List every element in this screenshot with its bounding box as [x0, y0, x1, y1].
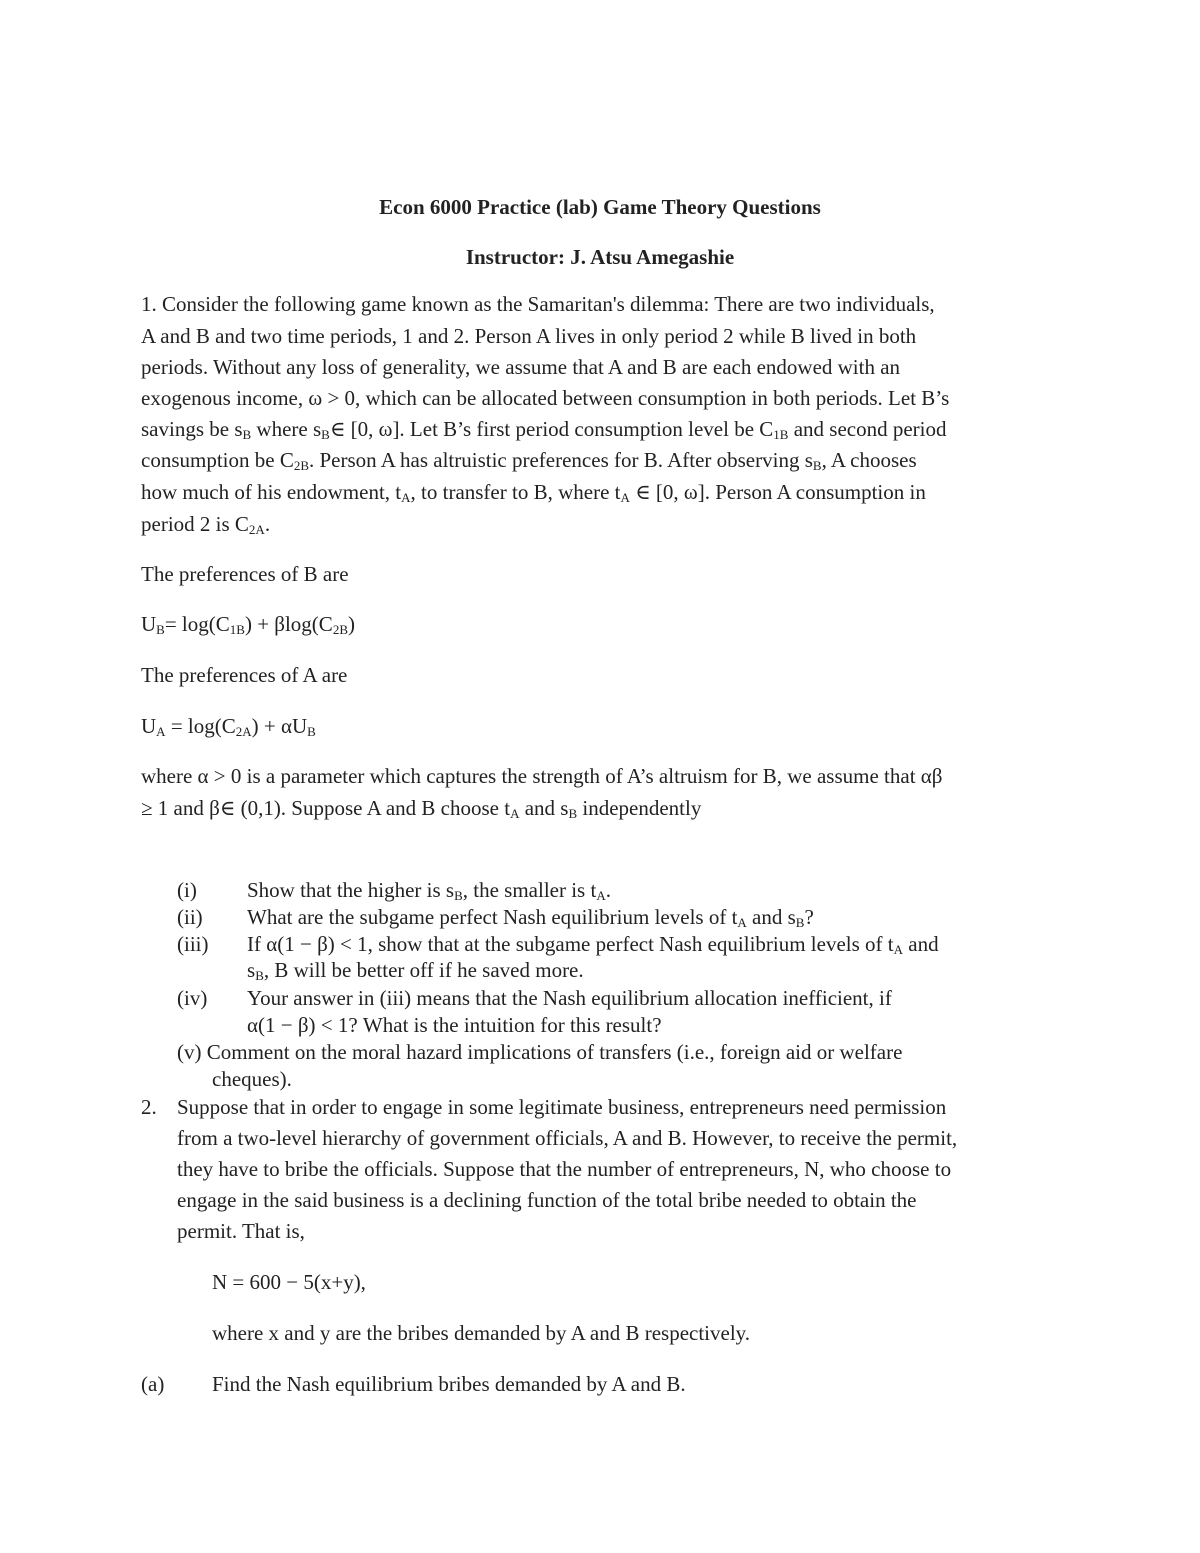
- utility-a-equation: $U_A = \log(C_{2A}) + \alpha U_B$: [141, 714, 316, 739]
- preferences-a-label: The preferences of A are: [141, 663, 348, 687]
- assumption-line-1: where α > 0 is a parameter which captures the strength of A’s altruism for B, we assume that αβ: [141, 764, 943, 788]
- part-v-text-line-1: (v) Comment on the moral hazard implications of transfers (i.e., foreign aid or welfare: [177, 1040, 903, 1064]
- part-ii-text: What are the subgame perfect Nash equilibrium levels of $t_A$ and $s_B$?: [247, 905, 814, 930]
- q2-line-2: from a two-level hierarchy of government officials, A and B. However, to receive the permit,: [177, 1126, 958, 1150]
- q1-line-4: exogenous income, ω > 0, which can be allocated between consumption in both periods. Let B’s: [141, 386, 950, 410]
- part-iv-label: (iv): [177, 986, 208, 1010]
- preferences-b-label: The preferences of B are: [141, 562, 349, 586]
- q1-line-3: periods. Without any loss of generality, we assume that A and B are each endowed with an: [141, 355, 901, 379]
- part-iv-text-line-1: Your answer in (iii) means that the Nash equilibrium allocation inefficient, if: [247, 986, 892, 1010]
- q2-part-a-label: (a): [141, 1372, 165, 1396]
- part-ii-label: (ii): [177, 905, 203, 929]
- part-iv-text-line-2: α(1 − β) < 1? What is the intuition for this result?: [247, 1013, 662, 1037]
- q1-line-5: savings be $s_B$ where $s_B\in$ [0, ω]. Let B’s first period consumption level be $C_{1B}$ and second period: [141, 417, 947, 442]
- assumption-line-2: ≥ 1 and β∈ (0,1). Suppose A and B choose $t_A$ and $s_B$ independently: [141, 796, 702, 821]
- q2-line-1: Suppose that in order to engage in some legitimate business, entrepreneurs need permission: [177, 1095, 947, 1119]
- q2-line-4: engage in the said business is a declining function of the total bribe needed to obtain the: [177, 1188, 917, 1212]
- part-iii-text-line-2: $s_B$, B will be better off if he saved more.: [247, 958, 584, 983]
- document-title: Econ 6000 Practice (lab) Game Theory Questions: [379, 195, 821, 219]
- part-iii-label: (iii): [177, 932, 209, 956]
- q2-line-5: permit. That is,: [177, 1219, 305, 1243]
- q2-equation: N = 600 − 5(x+y),: [212, 1270, 366, 1294]
- q2-line-3: they have to bribe the officials. Suppose that the number of entrepreneurs, N, who choose to: [177, 1157, 952, 1181]
- part-iii-text-line-1: If α(1 − β) < 1, show that at the subgame perfect Nash equilibrium levels of $t_A$ and: [247, 932, 939, 957]
- q2-where-line: where x and y are the bribes demanded by A and B respectively.: [212, 1321, 751, 1345]
- part-i-label: (i): [177, 878, 197, 902]
- q1-line-7: how much of his endowment, $t_A$, to transfer to B, where $t_A$ ∈ [0, ω]. Person A consumption in: [141, 480, 926, 505]
- part-v-text-line-2: cheques).: [212, 1067, 292, 1091]
- q1-line-6: consumption be $C_{2B}$. Person A has altruistic preferences for B. After observing $s_B$, A chooses: [141, 448, 917, 473]
- utility-b-equation: $U_B= \log(C_{1B}) + \beta\log(C_{2B})$: [141, 612, 355, 637]
- part-i-text: Show that the higher is $s_B$, the smaller is $t_A$.: [247, 878, 611, 903]
- q2-part-a-text: Find the Nash equilibrium bribes demanded by A and B.: [212, 1372, 686, 1396]
- q1-line-8: period 2 is $C_{2A}$.: [141, 512, 271, 537]
- q2-number: 2.: [141, 1095, 157, 1119]
- q1-line-2: A and B and two time periods, 1 and 2. Person A lives in only period 2 while B lived in both: [141, 324, 917, 348]
- q1-line-1: 1. Consider the following game known as the Samaritan's dilemma: There are two individuals,: [141, 292, 935, 316]
- instructor-line: Instructor: J. Atsu Amegashie: [465, 245, 735, 269]
